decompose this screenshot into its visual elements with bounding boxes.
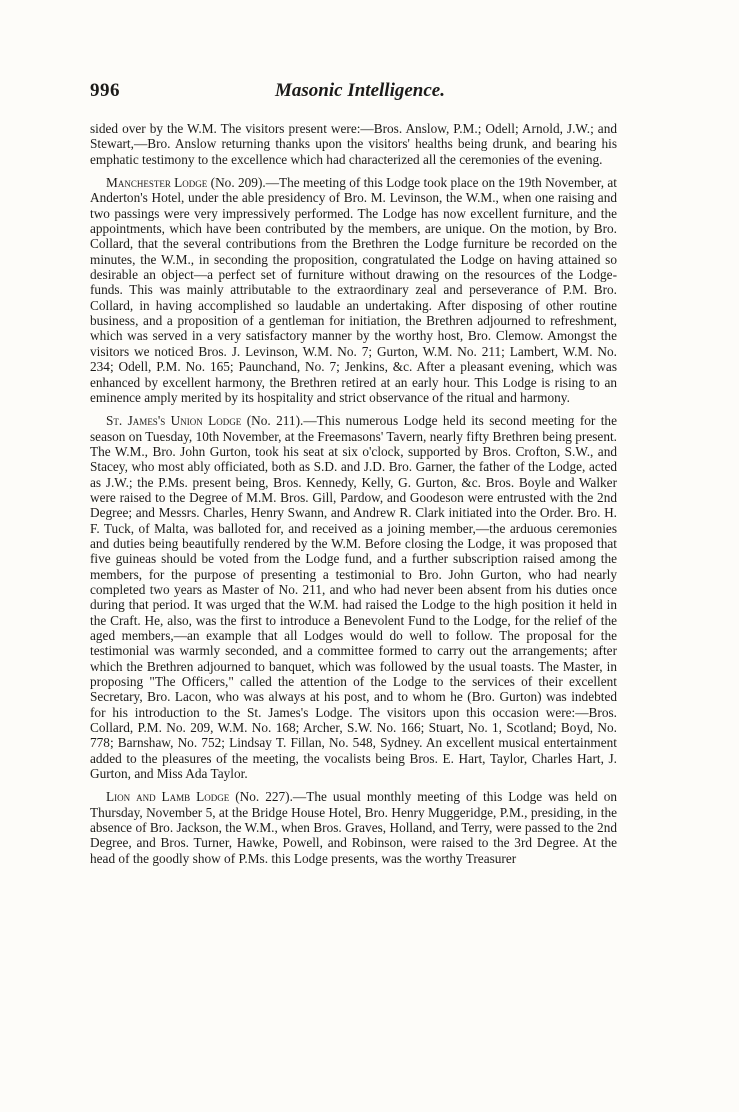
page-header bbox=[90, 80, 630, 110]
paragraph-st-jamess-union-lodge bbox=[90, 413, 617, 781]
paragraph-text: sided over by the W.M. The visitors present were:—Bros. Anslow, P.M.; Odell; Arnold, J.W.; and Stewart,—Bro. Anslow returning thanks upon the visitors' healths being drunk, and bearing his emphatic testimony to the excellence which had characterized all the ceremonies of the evening. bbox=[90, 121, 617, 167]
lodge-name: Lion and Lamb Lodge bbox=[106, 789, 230, 805]
paragraph-lion-and-lamb-lodge bbox=[90, 789, 617, 866]
lodge-name: St. James's Union Lodge bbox=[106, 413, 242, 429]
paragraph-continuation bbox=[90, 121, 617, 167]
paragraph-text: (No. 227).—The usual monthly meeting of this Lodge was held on Thursday, November 5, at the Bridge House Hotel, Bro. Henry Muggeridge, P.M., presiding, in the absence of Bro. Jackson, the W.M., when Bros. Graves, Holland, and Terry, were passed to the 2nd Degree, and Bros. Turner, Hawke, Powell, and Robinson, were raised to the 3rd Degree. At the head of the goodly show of P.Ms. this Lodge presents, was the worthy Treasurer bbox=[90, 789, 617, 866]
article-body bbox=[90, 121, 617, 874]
lodge-name: Manchester Lodge bbox=[106, 175, 208, 191]
page-number: 996 bbox=[90, 80, 120, 101]
running-title: Masonic Intelligence. bbox=[275, 80, 445, 101]
paragraph-manchester-lodge bbox=[90, 175, 617, 405]
paragraph-text: (No. 211).—This numerous Lodge held its second meeting for the season on Tuesday, 10th November, at the Freemasons' Tavern, nearly fifty Brethren being present. The W.M., Bro. John Gurton, took his seat at six o'clock, supported by Bros. Crofton, S.W., and Stacey, who most ably officiated, both as S.D. and J.D. Bro. Garner, the father of the Lodge, acted as J.W.; the P.Ms. present being, Bros. Kennedy, Kelly, G. Gurton, &c. Bros. Boyle and Walker were raised to the Degree of M.M. Bros. Gill, Pardow, and Goodeson were entrusted with the 2nd Degree; and Messrs. Charles, Henry Swann, and Andrew R. Clark initiated into the Order. Bro. H. F. Tuck, of Malta, was balloted for, and received as a joining member,—the arduous ceremonies and duties being beautifully rendered by the W.M. Before closing the Lodge, it was proposed that five guineas should be voted from the Lodge fund, and a further subscription raised among the members, for the purpose of presenting a testimonial to Bro. John Gurton, who had nearly completed two years as Master of No. 211, and who had never been absent from his duties once during that period. It was urged that the W.M. had raised the Lodge to the high position it held in the Craft. He, also, was the first to introduce a Benevolent Fund to the Lodge, for the relief of the aged members,—an example that all Lodges would do well to follow. The proposal for the testimonial was warmly seconded, and a committee formed to carry out the arrangements; after which the Brethren adjourned to banquet, which was followed by the usual toasts. The Master, in proposing "The Officers," called the attention of the Lodge to the services of their excellent Secretary, Bro. Lacon, who was always at his post, and to whom he (Bro. Gurton) was indebted for his introduction to the St. James's Lodge. The visitors upon this occasion were:—Bros. Collard, P.M. No. 209, W.M. No. 168; Archer, S.W. No. 166; Stuart, No. 1, Scotland; Boyd, No. 778; Barnshaw, No. 752; Lindsay T. Fillan, No. 548, Sydney. An excellent musical entertainment added to the pleasures of the meeting, the vocalists being Bros. E. Hart, Taylor, Charles Hart, J. Gurton, and Miss Ada Taylor. bbox=[90, 413, 617, 782]
paragraph-text: (No. 209).—The meeting of this Lodge took place on the 19th November, at Anderton's Hotel, under the able presidency of Bro. M. Levinson, the W.M., when one raising and two passings were very impressively performed. The Lodge has now excellent furniture, and the appointments, which have been contributed by the members, are unique. On the motion, by Bro. Collard, that the several contributions from the Brethren the Lodge furniture be recorded on the minutes, the W.M., in seconding the proposition, congratulated the Lodge on having attained so desirable an object—a perfect set of furniture without drawing on the resources of the Lodge-funds. This was mainly attributable to the extraordinary zeal and perseverance of P.M. Bro. Collard, in having accomplished so laudable an undertaking. After disposing of other routine business, and a proposition of a gentleman for initiation, the Brethren adjourned to refreshment, which was served in a very satisfactory manner by the worthy host, Bro. Clemow. Amongst the visitors we noticed Bros. J. Levinson, W.M. No. 7; Gurton, W.M. No. 211; Lambert, W.M. No. 234; Odell, P.M. No. 165; Paunchand, No. 7; Jenkins, &c. After a pleasant evening, which was enhanced by excellent harmony, the Brethren retired at an early hour. This Lodge is rising to an eminence amply merited by its hospitality and strict observance of the ritual and harmony. bbox=[90, 175, 617, 405]
